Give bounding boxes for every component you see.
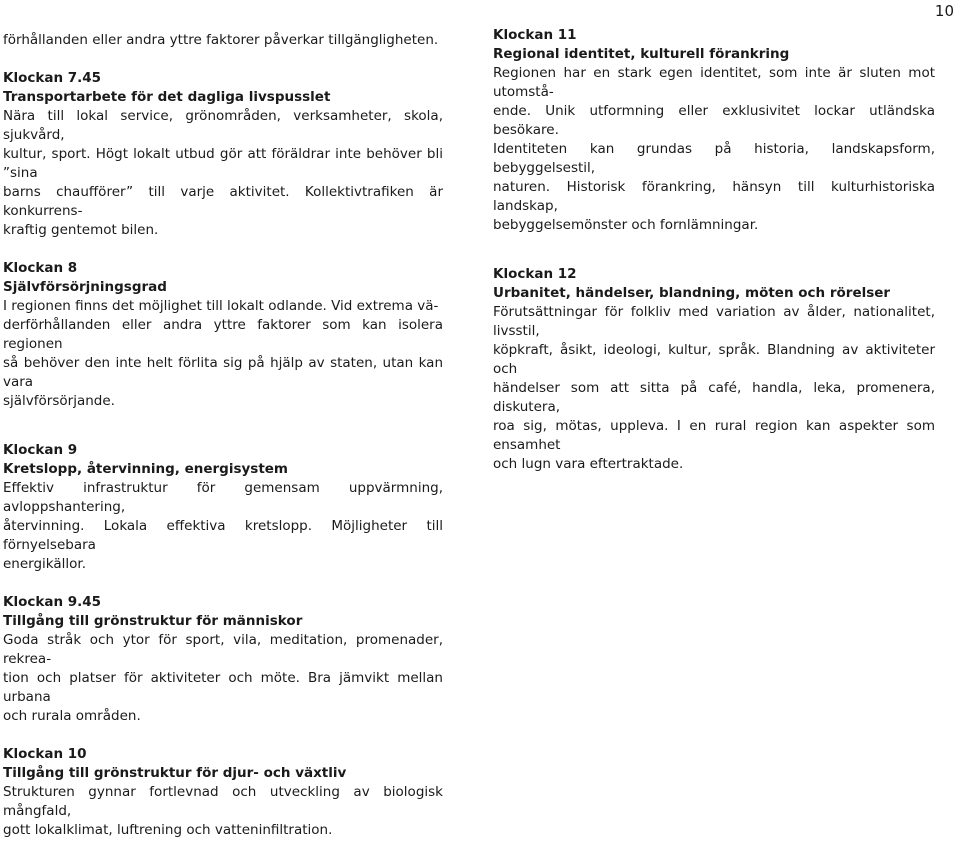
section-klockan-10 [3, 745, 443, 840]
left-column [3, 31, 443, 859]
section-body [493, 303, 935, 474]
body-line: så behöver den inte helt förlita sig på hjälp av staten, utan kan vara [3, 355, 443, 390]
body-line: naturen. Historisk förankring, hänsyn till kulturhistoriska landskap, [493, 179, 935, 214]
body-line: kultur, sport. Högt lokalt utbud gör att föräldrar inte behöver bli ”sina [3, 146, 443, 181]
body-line: ende. Unik utformning eller exklusivitet lockar utländska besökare. [493, 103, 935, 138]
body-line: återvinning. Lokala effektiva kretslopp. Möjligheter till förnyelsebara [3, 518, 443, 553]
body-line: självförsörjande. [3, 393, 115, 409]
body-line: Strukturen gynnar fortlevnad och utveckling av biologisk mångfald, [3, 784, 443, 819]
section-body [3, 297, 443, 411]
section-label: Klockan 11 [493, 27, 577, 43]
section-title: Transportarbete för det dagliga livspusslet [3, 89, 331, 105]
body-line: gott lokalklimat, luftrening och vatteninfiltration. [3, 822, 333, 838]
lead-paragraph: förhållanden eller andra yttre faktorer påverkar tillgängligheten. [3, 32, 439, 48]
section-title: Självförsörjningsgrad [3, 279, 167, 295]
body-line: roa sig, mötas, uppleva. I en rural region kan aspekter som ensamhet [493, 418, 935, 453]
body-line: Identiteten kan grundas på historia, landskapsform, bebyggelsestil, [493, 141, 935, 176]
section-label: Klockan 9 [3, 442, 78, 458]
section-body [3, 631, 443, 726]
body-line: och rurala områden. [3, 708, 141, 724]
body-line: bebyggelsemönster och fornlämningar. [493, 217, 759, 233]
body-line: Nära till lokal service, grönområden, verksamheter, skola, sjukvård, [3, 108, 443, 143]
right-column [493, 26, 935, 493]
body-line: och lugn vara eftertraktade. [493, 456, 684, 472]
body-line: derförhållanden eller andra yttre faktorer som kan isolera regionen [3, 317, 443, 352]
section-label: Klockan 8 [3, 260, 78, 276]
body-line: energikällor. [3, 556, 87, 572]
body-line: Förutsättningar för folkliv med variation av ålder, nationalitet, livsstil, [493, 304, 935, 339]
section-klockan-7-45 [3, 69, 443, 240]
page-number: 10 [934, 2, 954, 20]
section-label: Klockan 9.45 [3, 594, 102, 610]
section-body [3, 479, 443, 574]
body-line: Regionen har en stark egen identitet, som inte är sluten mot utomstå- [493, 65, 935, 100]
body-line: Goda stråk och ytor för sport, vila, meditation, promenader, rekrea- [3, 632, 443, 667]
body-line: barns chaufförer” till varje aktivitet. Kollektivtrafiken är konkurrens- [3, 184, 443, 219]
section-klockan-12 [493, 265, 935, 474]
body-line: köpkraft, åsikt, ideologi, kultur, språk. Blandning av aktiviteter och [493, 342, 935, 377]
section-body [493, 64, 935, 235]
section-title: Tillgång till grönstruktur för människor [3, 613, 303, 629]
section-title: Urbanitet, händelser, blandning, möten och rörelser [493, 285, 891, 301]
section-label: Klockan 7.45 [3, 70, 102, 86]
body-line: I regionen finns det möjlighet till lokalt odlande. Vid extrema vä- [3, 298, 439, 314]
body-line: tion och platser för aktiviteter och möte. Bra jämvikt mellan urbana [3, 670, 443, 705]
body-line: Effektiv infrastruktur för gemensam uppvärmning, avloppshantering, [3, 480, 443, 515]
section-title: Kretslopp, återvinning, energisystem [3, 461, 288, 477]
body-line: händelser som att sitta på café, handla, leka, promenera, diskutera, [493, 380, 935, 415]
body-line: kraftig gentemot bilen. [3, 222, 159, 238]
section-title: Tillgång till grönstruktur för djur- och växtliv [3, 765, 347, 781]
section-klockan-9 [3, 441, 443, 574]
section-label: Klockan 10 [3, 746, 87, 762]
section-title: Regional identitet, kulturell förankring [493, 46, 790, 62]
section-body [3, 783, 443, 840]
section-klockan-8 [3, 259, 443, 411]
section-body [3, 107, 443, 240]
section-label: Klockan 12 [493, 266, 577, 282]
section-klockan-11 [493, 26, 935, 235]
section-klockan-9-45 [3, 593, 443, 726]
